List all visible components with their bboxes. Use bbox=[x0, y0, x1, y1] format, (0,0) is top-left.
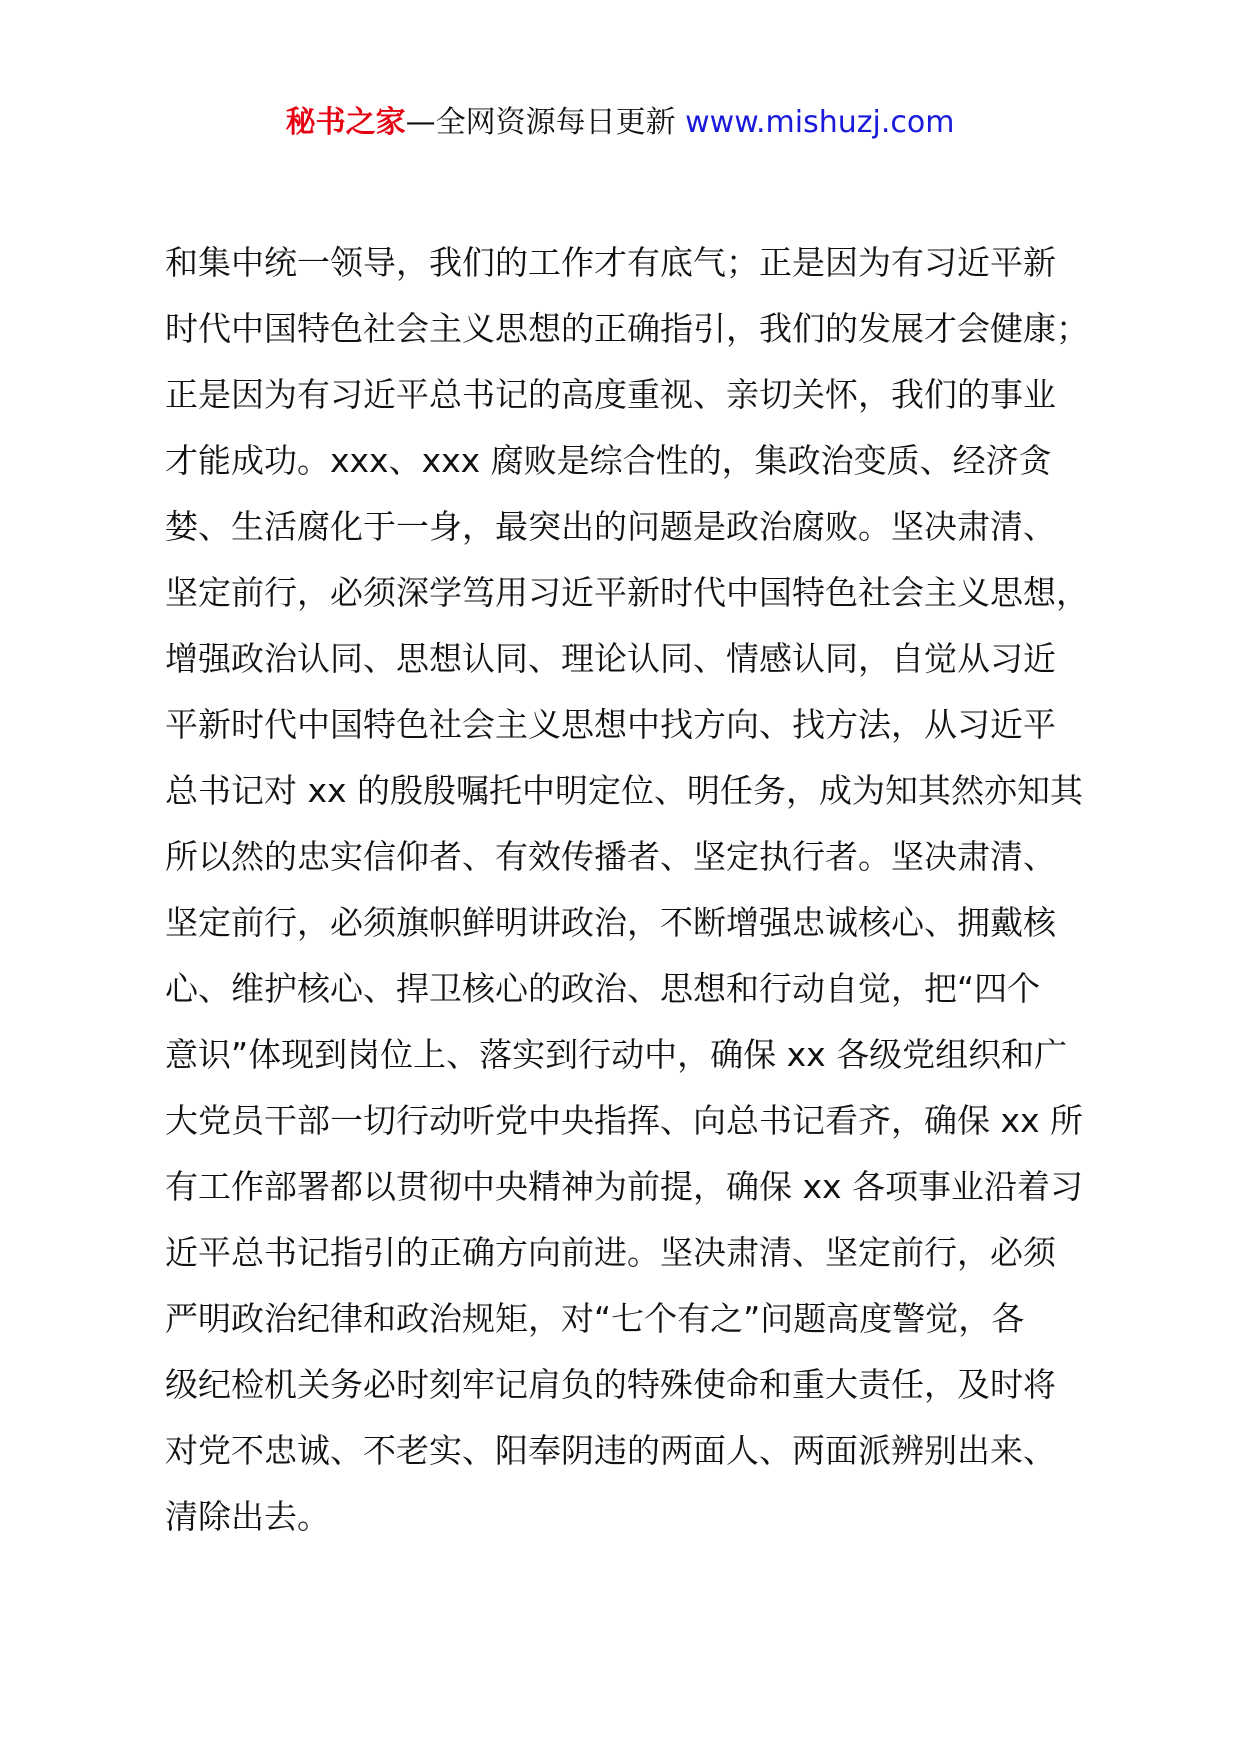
text-line: 和集中统一领导，我们的工作才有底气；正是因为有习近平新 bbox=[165, 243, 1056, 282]
text-line: 才能成功。xxx、xxx 腐败是综合性的，集政治变质、经济贪 bbox=[165, 441, 1052, 480]
header-tagline: —全网资源每日更新 bbox=[405, 105, 676, 140]
text-line: 所以然的忠实信仰者、有效传播者、坚定执行者。坚决肃清、 bbox=[165, 837, 1056, 876]
body-text bbox=[165, 230, 1125, 1550]
text-line: 严明政治纪律和政治规矩，对“七个有之”问题高度警觉，各 bbox=[165, 1299, 1025, 1338]
text-line: 坚定前行，必须旗帜鲜明讲政治，不断增强忠诚核心、拥戴核 bbox=[165, 903, 1056, 942]
text-line: 级纪检机关务必时刻牢记肩负的特殊使命和重大责任，及时将 bbox=[165, 1365, 1056, 1404]
text-line: 正是因为有习近平总书记的高度重视、亲切关怀，我们的事业 bbox=[165, 375, 1056, 414]
text-line: 意识”体现到岗位上、落实到行动中，确保 xx 各级党组织和广 bbox=[165, 1035, 1068, 1074]
text-line: 清除出去。 bbox=[165, 1497, 330, 1536]
text-line: 婪、生活腐化于一身，最突出的问题是政治腐败。坚决肃清、 bbox=[165, 507, 1056, 546]
text-line: 坚定前行，必须深学笃用习近平新时代中国特色社会主义思想， bbox=[165, 573, 1089, 612]
page-header bbox=[0, 100, 1240, 146]
text-line: 时代中国特色社会主义思想的正确指引，我们的发展才会健康； bbox=[165, 309, 1089, 348]
text-line: 大党员干部一切行动听党中央指挥、向总书记看齐，确保 xx 所 bbox=[165, 1101, 1084, 1140]
text-line: 平新时代中国特色社会主义思想中找方向、找方法，从习近平 bbox=[165, 705, 1056, 744]
text-line: 心、维护核心、捍卫核心的政治、思想和行动自觉，把“四个 bbox=[165, 969, 1041, 1008]
header-brand: 秘书之家 bbox=[285, 105, 406, 140]
text-line: 近平总书记指引的正确方向前进。坚决肃清、坚定前行，必须 bbox=[165, 1233, 1056, 1272]
text-line: 总书记对 xx 的殷殷嘱托中明定位、明任务，成为知其然亦知其 bbox=[165, 771, 1084, 810]
text-line: 有工作部署都以贯彻中央精神为前提，确保 xx 各项事业沿着习 bbox=[165, 1167, 1084, 1206]
header-url-link[interactable]: www.mishuzj.com bbox=[685, 105, 955, 140]
text-line: 增强政治认同、思想认同、理论认同、情感认同，自觉从习近 bbox=[165, 639, 1056, 678]
text-line: 对党不忠诚、不老实、阳奉阴违的两面人、两面派辨别出来、 bbox=[165, 1431, 1056, 1470]
